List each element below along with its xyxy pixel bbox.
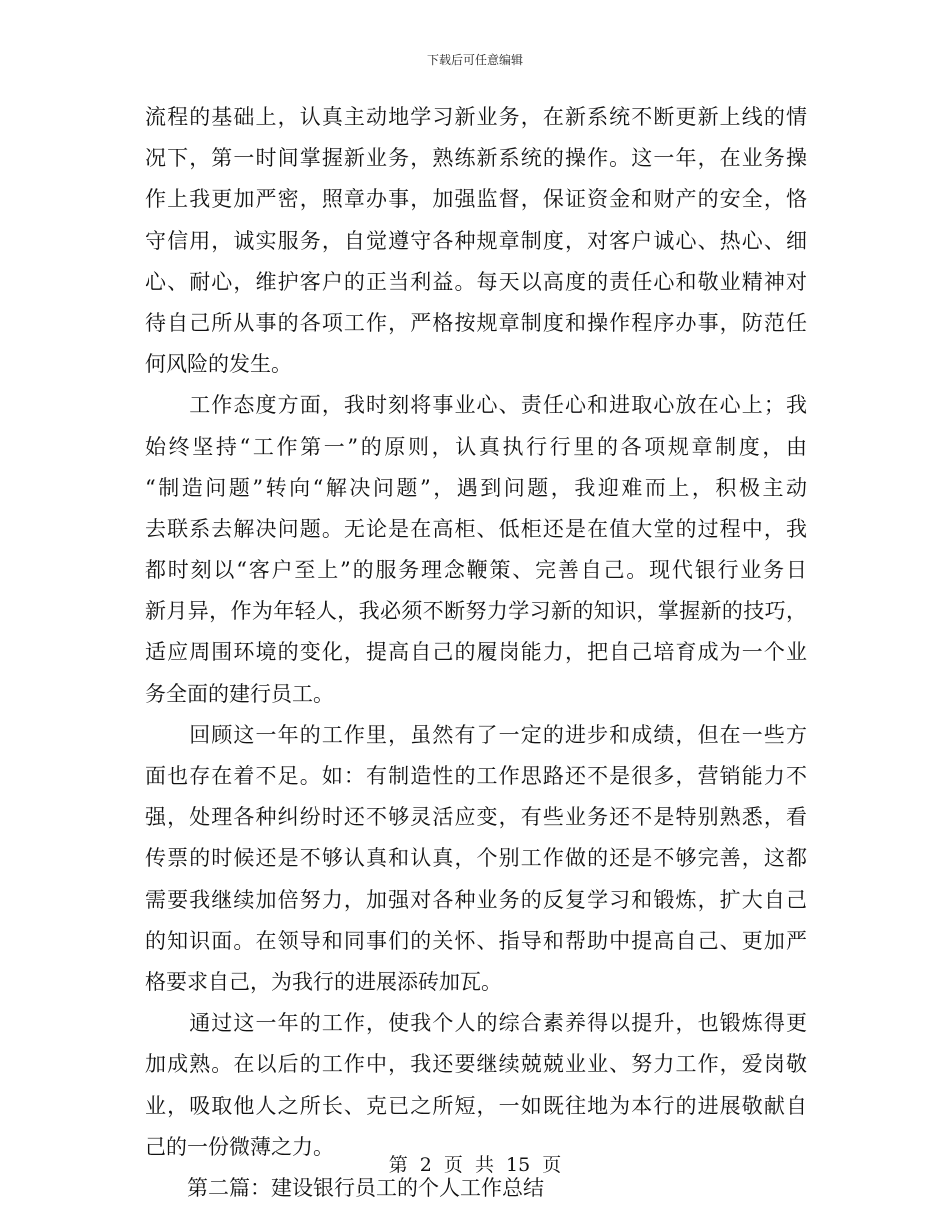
text-line: 业，吸取他人之所长、克已之所短，一如既往地为本行的进展敬献自 [145, 1093, 807, 1118]
text-line: 都时刻以“客户至上”的服务理念鞭策、完善自己。现代银行业务日 [145, 558, 807, 583]
text-line: 强，处理各种纠纷时还不够灵活应变，有些业务还不是特别熟悉，看 [145, 805, 807, 830]
document-body [145, 97, 807, 1209]
text-line: 况下，第一时间掌握新业务，熟练新系统的操作。这一年，在业务操 [145, 146, 807, 171]
page-number-footer: 第 2 页 共 15 页 [388, 1154, 562, 1176]
text-line: 守信用，诚实服务，自觉遵守各种规章制度，对客户诚心、热心、细 [145, 228, 807, 253]
text-line: 传票的时候还是不够认真和认真，个别工作做的还是不够完善，这都 [145, 846, 807, 871]
text-line: “制造问题”转向“解决问题”，遇到问题，我迎难而上，积极主动 [145, 475, 807, 500]
text-line: 待自己所从事的各项工作，严格按规章制度和操作程序办事，防范任 [145, 310, 807, 335]
text-line: 新月异，作为年轻人，我必须不断努力学习新的知识，掌握新的技巧， [145, 599, 807, 624]
text-line: 加成熟。在以后的工作中，我还要继续兢兢业业、努力工作，爱岗敬 [145, 1052, 807, 1077]
text-line: 作上我更加严密，照章办事，加强监督，保证资金和财产的安全，恪 [145, 187, 807, 212]
text-line: 格要求自己，为我行的进展添砖加瓦。 [145, 969, 502, 994]
text-line: 心、耐心，维护客户的正当利益。每天以高度的责任心和敬业精神对 [145, 269, 807, 294]
page-header: 下载后可任意编辑 [426, 53, 523, 67]
text-line: 需要我继续加倍努力，加强对各种业务的反复学习和锻炼，扩大自己 [145, 887, 807, 912]
text-line: 第二篇：建设银行员工的个人工作总结 [145, 1175, 544, 1200]
text-line: 通过这一年的工作，使我个人的综合素养得以提升，也锻炼得更 [145, 1011, 807, 1036]
text-line: 始终坚持“工作第一”的原则，认真执行行里的各项规章制度，由 [145, 434, 807, 459]
text-line: 流程的基础上，认真主动地学习新业务，在新系统不断更新上线的情 [145, 105, 807, 129]
text-line: 去联系去解决问题。无论是在高柜、低柜还是在值大堂的过程中，我 [145, 516, 807, 541]
text-line: 回顾这一年的工作里，虽然有了一定的进步和成绩，但在一些方 [145, 722, 807, 747]
text-line: 己的一份微薄之力。 [145, 1134, 334, 1159]
text-line: 工作态度方面，我时刻将事业心、责任心和进取心放在心上；我 [145, 393, 807, 418]
text-line: 适应周围环境的变化，提高自己的履岗能力，把自己培育成为一个业 [145, 640, 807, 665]
text-line: 面也存在着不足。如：有制造性的工作思路还不是很多，营销能力不 [145, 764, 807, 788]
text-line: 何风险的发生。 [145, 352, 292, 377]
text-line: 的知识面。在领导和同事们的关怀、指导和帮助中提高自己、更加严 [145, 928, 807, 953]
text-line: 务全面的建行员工。 [145, 681, 334, 706]
